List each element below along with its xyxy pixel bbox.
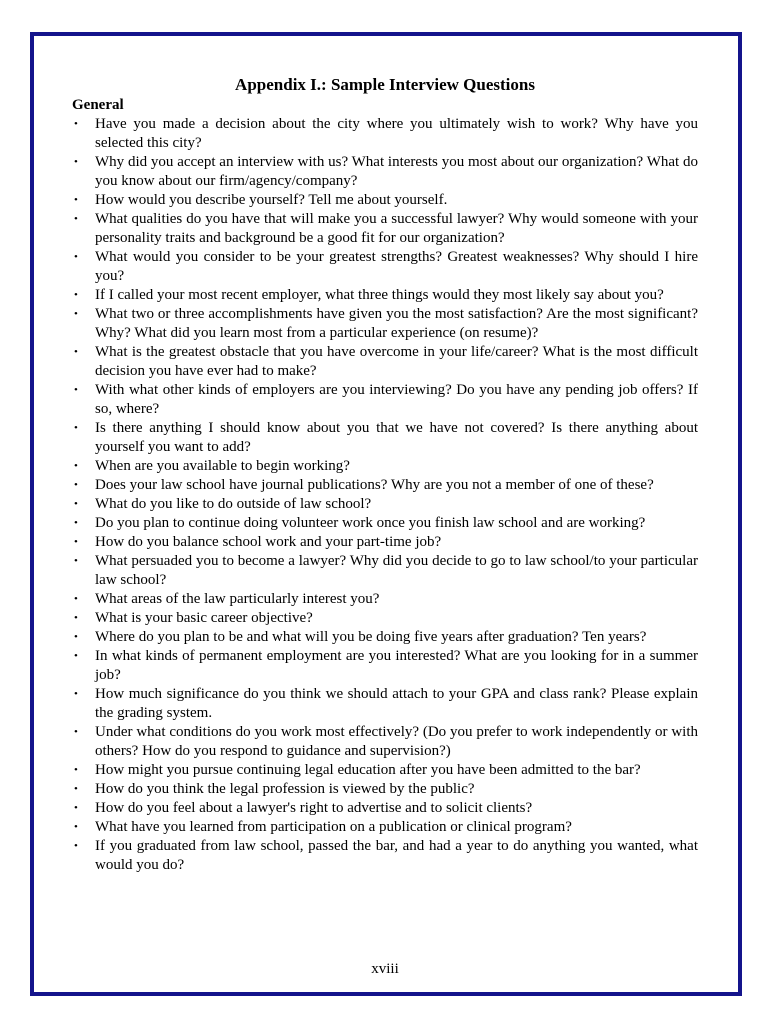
bullet-icon: • [74, 517, 78, 529]
bullet-icon: • [74, 631, 78, 643]
question-item [72, 552, 698, 590]
question-text: Why did you accept an interview with us? What interests you most about our organization? What do you know about our firm/agency/company? [95, 154, 698, 189]
bullet-icon: • [74, 840, 78, 852]
question-item [72, 286, 698, 305]
question-text: What would you consider to be your greatest strengths? Greatest weaknesses? Why should I hire you? [95, 249, 698, 284]
question-list [72, 115, 698, 875]
question-text: If I called your most recent employer, what three things would they most likely say about you? [95, 287, 664, 303]
question-text: What is your basic career objective? [95, 610, 313, 626]
question-item [72, 457, 698, 476]
question-item [72, 780, 698, 799]
bullet-icon: • [74, 251, 78, 263]
question-item [72, 837, 698, 875]
question-text: What qualities do you have that will make you a successful lawyer? Why would someone with your personality traits and background be a good fit for our organization? [95, 211, 698, 246]
question-item [72, 419, 698, 457]
question-text: What two or three accomplishments have given you the most satisfaction? Are the most significant? Why? What did you learn most from a particular experience (on resume)? [95, 306, 698, 341]
question-text: Have you made a decision about the city where you ultimately wish to work? Why have you selected this city? [95, 116, 698, 151]
question-text: How do you balance school work and your part-time job? [95, 534, 442, 550]
question-item [72, 761, 698, 780]
question-item [72, 799, 698, 818]
question-text: With what other kinds of employers are you interviewing? Do you have any pending job offers? If so, where? [95, 382, 698, 417]
question-text: Do you plan to continue doing volunteer work once you finish law school and are working? [95, 515, 646, 531]
question-text: Under what conditions do you work most effectively? (Do you prefer to work independently or with others? How do you respond to guidance and supervision?) [95, 724, 698, 759]
question-text: What do you like to do outside of law school? [95, 496, 372, 512]
bullet-icon: • [74, 593, 78, 605]
bullet-icon: • [74, 555, 78, 567]
question-item [72, 590, 698, 609]
bullet-icon: • [74, 498, 78, 510]
question-text: How would you describe yourself? Tell me about yourself. [95, 192, 448, 208]
question-item [72, 495, 698, 514]
question-item [72, 343, 698, 381]
question-item [72, 210, 698, 248]
question-text: Is there anything I should know about you that we have not covered? Is there anything about yourself you want to add? [95, 420, 698, 455]
question-item [72, 305, 698, 343]
page-number: xviii [371, 961, 399, 977]
bullet-icon: • [74, 118, 78, 130]
question-item [72, 248, 698, 286]
question-text: How do you think the legal profession is viewed by the public? [95, 781, 475, 797]
question-text: How might you pursue continuing legal education after you have been admitted to the bar? [95, 762, 641, 778]
bullet-icon: • [74, 783, 78, 795]
question-text: What have you learned from participation on a publication or clinical program? [95, 819, 572, 835]
question-item [72, 533, 698, 552]
bullet-icon: • [74, 650, 78, 662]
question-item [72, 191, 698, 210]
question-item [72, 476, 698, 495]
bullet-icon: • [74, 821, 78, 833]
question-text: If you graduated from law school, passed the bar, and had a year to do anything you wanted, what would you do? [95, 838, 698, 873]
bullet-icon: • [74, 156, 78, 168]
question-item [72, 628, 698, 647]
question-item [72, 514, 698, 533]
page-title: Appendix I.: Sample Interview Questions [235, 75, 535, 94]
document-content [72, 74, 698, 875]
question-text: What areas of the law particularly interest you? [95, 591, 380, 607]
bullet-icon: • [74, 289, 78, 301]
bullet-icon: • [74, 612, 78, 624]
bullet-icon: • [74, 308, 78, 320]
question-text: In what kinds of permanent employment are you interested? What are you looking for in a summer job? [95, 648, 698, 683]
bullet-icon: • [74, 213, 78, 225]
question-text: How much significance do you think we should attach to your GPA and class rank? Please explain the grading system. [95, 686, 698, 721]
question-text: What persuaded you to become a lawyer? Why did you decide to go to law school/to your particular law school? [95, 553, 698, 588]
bullet-icon: • [74, 384, 78, 396]
question-text: When are you available to begin working? [95, 458, 350, 474]
section-heading-general: General [72, 97, 124, 113]
bullet-icon: • [74, 688, 78, 700]
bullet-icon: • [74, 479, 78, 491]
bullet-icon: • [74, 346, 78, 358]
question-text: What is the greatest obstacle that you have overcome in your life/career? What is the most difficult decision you have ever had to make? [95, 344, 698, 379]
question-item [72, 723, 698, 761]
bullet-icon: • [74, 802, 78, 814]
question-text: Where do you plan to be and what will you be doing five years after graduation? Ten years? [95, 629, 647, 645]
question-item [72, 818, 698, 837]
question-item [72, 685, 698, 723]
question-text: Does your law school have journal publications? Why are you not a member of one of these? [95, 477, 654, 493]
question-item [72, 647, 698, 685]
bullet-icon: • [74, 726, 78, 738]
question-item [72, 609, 698, 628]
question-text: How do you feel about a lawyer's right to advertise and to solicit clients? [95, 800, 533, 816]
bullet-icon: • [74, 194, 78, 206]
question-item [72, 153, 698, 191]
bullet-icon: • [74, 536, 78, 548]
question-item [72, 115, 698, 153]
bullet-icon: • [74, 460, 78, 472]
bullet-icon: • [74, 764, 78, 776]
question-item [72, 381, 698, 419]
bullet-icon: • [74, 422, 78, 434]
